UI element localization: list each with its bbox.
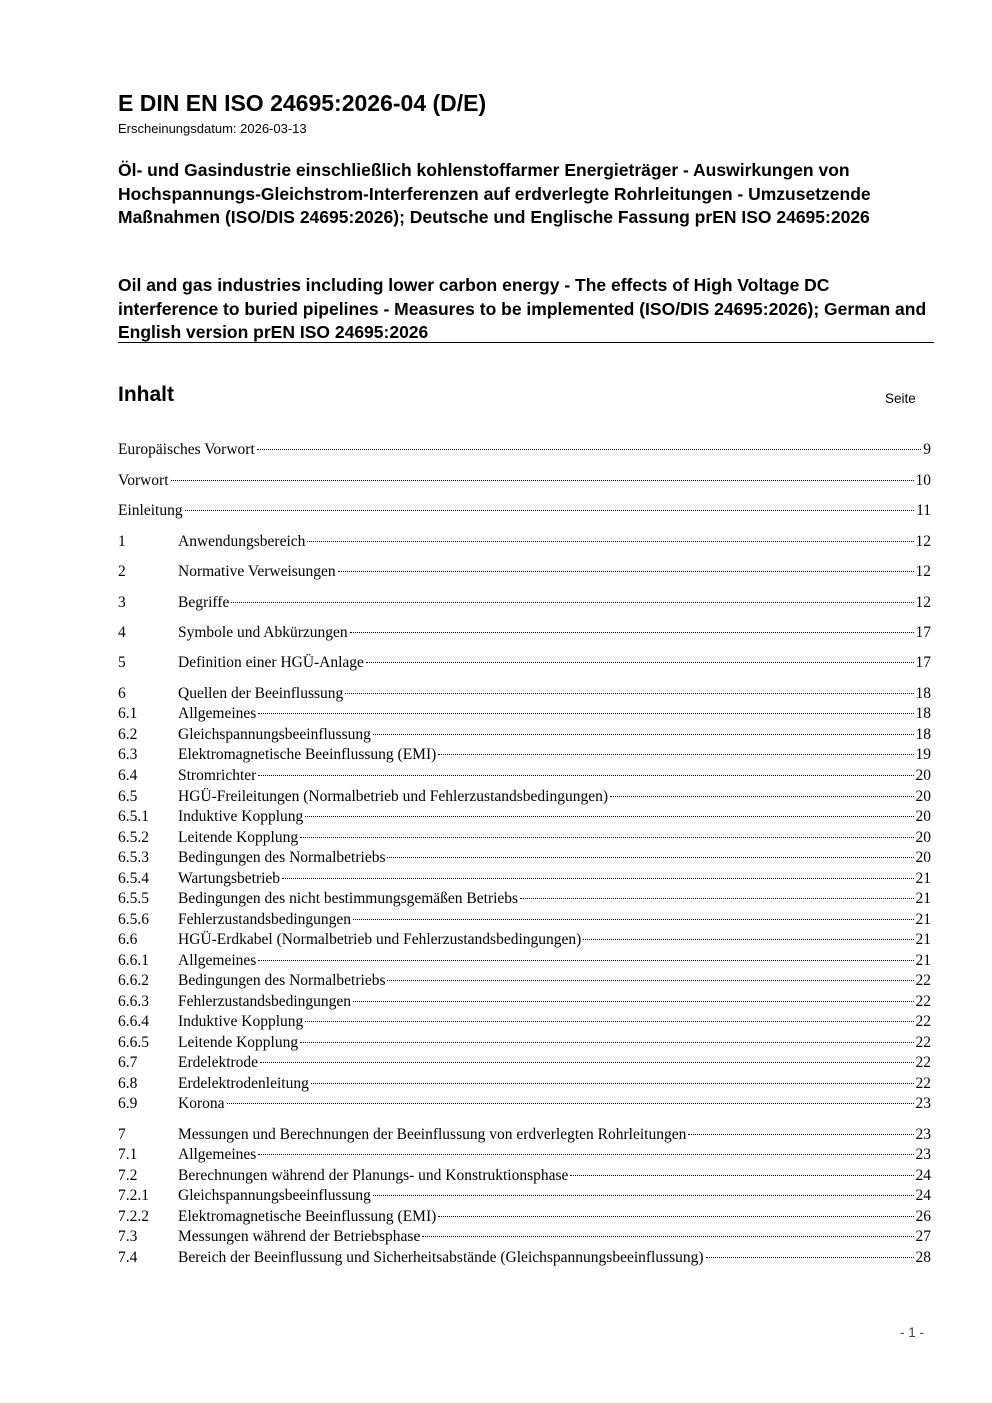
toc-entry-title: Fehlerzustandsbedingungen <box>178 911 352 928</box>
toc-entry-page: 18 <box>915 726 931 743</box>
toc-dot-leader <box>258 1154 913 1155</box>
toc-entry-page: 19 <box>915 746 931 763</box>
toc-entry-page: 21 <box>915 870 931 887</box>
toc-entry-page: 20 <box>915 808 931 825</box>
toc-entry[interactable] <box>118 440 931 460</box>
toc-entry-page: 22 <box>915 972 931 989</box>
toc-entry-title: Leitende Kopplung <box>178 829 299 846</box>
toc-entry-page: 27 <box>915 1228 931 1245</box>
toc-entry-page: 17 <box>915 654 931 671</box>
toc-dot-leader <box>258 960 913 961</box>
toc-entry-number: 7.1 <box>118 1146 138 1163</box>
toc-entry-title: Begriffe <box>178 594 230 611</box>
toc-dot-leader <box>300 837 913 838</box>
toc-page-column-label: Seite <box>885 391 916 406</box>
toc-entry-page: 24 <box>915 1187 931 1204</box>
toc-entry-title: Einleitung <box>118 502 183 519</box>
toc-entry-number: 6.7 <box>118 1054 138 1071</box>
toc-dot-leader <box>307 541 913 542</box>
toc-entry[interactable] <box>118 889 931 909</box>
page-number: - 1 - <box>900 1325 925 1340</box>
toc-entry-number: 6.2 <box>118 726 138 743</box>
toc-entry-title: Vorwort <box>118 472 169 489</box>
toc-entry-number: 6.6 <box>118 931 138 948</box>
toc-dot-leader <box>227 1103 914 1104</box>
toc-dot-leader <box>520 898 913 899</box>
toc-entry-number: 6.6.3 <box>118 993 149 1010</box>
toc-entry-number: 7 <box>118 1126 126 1143</box>
toc-entry[interactable] <box>118 910 931 930</box>
toc-dot-leader <box>282 878 913 879</box>
toc-entry[interactable] <box>118 766 931 786</box>
toc-entry-number: 7.3 <box>118 1228 138 1245</box>
toc-entry-number: 6.6.2 <box>118 972 149 989</box>
toc-entry-page: 12 <box>915 594 931 611</box>
toc-dot-leader <box>366 662 914 663</box>
toc-entry-title: HGÜ-Freileitungen (Normalbetrieb und Fehlerzustandsbedingungen) <box>178 788 609 805</box>
toc-entry-title: Gleichspannungsbeeinflussung <box>178 1187 371 1204</box>
toc-entry[interactable] <box>118 1145 931 1165</box>
toc-entry[interactable] <box>118 807 931 827</box>
toc-dot-leader <box>258 713 913 714</box>
toc-entry-title: Normative Verweisungen <box>178 563 336 580</box>
toc-entry[interactable] <box>118 745 931 765</box>
toc-dot-leader <box>231 602 913 603</box>
toc-entry-title: Fehlerzustandsbedingungen <box>178 993 352 1010</box>
toc-entry-number: 6.6.1 <box>118 952 149 969</box>
toc-entry[interactable] <box>118 725 931 745</box>
toc-dot-leader <box>350 632 914 633</box>
toc-entry-page: 18 <box>915 705 931 722</box>
toc-entry-title: Messungen während der Betriebsphase <box>178 1228 421 1245</box>
toc-entry-page: 17 <box>915 624 931 641</box>
title-english: Oil and gas industries including lower carbon energy - The effects of High Voltage DC interference to buried pipelines - Measures to be implemented (ISO/DIS 24695:2026); German and English version prEN ISO 24695:2026 <box>118 275 927 342</box>
toc-entry-number: 6.9 <box>118 1095 138 1112</box>
toc-dot-leader <box>311 1083 914 1084</box>
toc-dot-leader <box>185 510 914 511</box>
title-divider <box>118 342 934 343</box>
toc-entry-title: Gleichspannungsbeeinflussung <box>178 726 371 743</box>
toc-entry-title: Elektromagnetische Beeinflussung (EMI) <box>178 1208 437 1225</box>
toc-dot-leader <box>171 480 914 481</box>
toc-entry-title: Bedingungen des nicht bestimmungsgemäßen Betriebs <box>178 890 519 907</box>
toc-entry-title: Wartungsbetrieb <box>178 870 281 887</box>
toc-entry-page: 24 <box>915 1167 931 1184</box>
toc-dot-leader <box>706 1257 914 1258</box>
toc-dot-leader <box>387 857 913 858</box>
toc-entry[interactable] <box>118 992 931 1012</box>
toc-dot-leader <box>353 1001 913 1002</box>
toc-entry-page: 28 <box>915 1249 931 1266</box>
toc-heading: Inhalt <box>118 383 174 406</box>
toc-dot-leader <box>257 449 921 450</box>
toc-entry-page: 12 <box>915 533 931 550</box>
publication-date: Erscheinungsdatum: 2026-03-13 <box>118 121 307 136</box>
toc-dot-leader <box>353 919 913 920</box>
toc-entry[interactable] <box>118 971 931 991</box>
toc-entry-title: Korona <box>178 1095 225 1112</box>
toc-entry-title: Berechnungen während der Planungs- und Konstruktionsphase <box>178 1167 569 1184</box>
toc-entry-number: 2 <box>118 563 126 580</box>
toc-entry-number: 6.5.2 <box>118 829 149 846</box>
document-id: E DIN EN ISO 24695:2026-04 (D/E) <box>118 90 487 116</box>
toc-entry-number: 5 <box>118 654 126 671</box>
toc-entry-title: Elektromagnetische Beeinflussung (EMI) <box>178 746 437 763</box>
toc-entry-number: 6.6.4 <box>118 1013 149 1030</box>
toc-entry[interactable] <box>118 1186 931 1206</box>
toc-entry-number: 6.6.5 <box>118 1034 149 1051</box>
toc-entry-title: Induktive Kopplung <box>178 808 304 825</box>
toc-entry-title: Allgemeines <box>178 952 257 969</box>
toc-entry-title: Allgemeines <box>178 705 257 722</box>
toc-dot-leader <box>373 1195 914 1196</box>
toc-entry-title: Bedingungen des Normalbetriebs <box>178 972 386 989</box>
toc-entry-page: 12 <box>915 563 931 580</box>
toc-entry[interactable] <box>118 828 931 848</box>
toc-entry-number: 7.4 <box>118 1249 138 1266</box>
toc-entry-page: 22 <box>915 993 931 1010</box>
toc-dot-leader <box>583 939 913 940</box>
title-german: Öl- und Gasindustrie einschließlich kohlenstoffarmer Energieträger - Auswirkungen von Hochspannungs-Gleichstrom-Interferenzen auf erdverlegte Rohrleitungen - Umzusetzende Maßnahmen (ISO/DIS 24695:2026); Deutsche und Englische Fassung prEN ISO 24695:2026 <box>118 160 871 227</box>
toc-entry-page: 21 <box>915 890 931 907</box>
toc-dot-leader <box>305 816 913 817</box>
toc-dot-leader <box>260 1062 913 1063</box>
toc-entry-page: 22 <box>915 1075 931 1092</box>
toc-entry[interactable] <box>118 1248 931 1268</box>
toc-entry-page: 20 <box>915 788 931 805</box>
toc-entry[interactable] <box>118 623 931 643</box>
toc-entry-title: Anwendungsbereich <box>178 533 306 550</box>
toc-entry[interactable] <box>118 1166 931 1186</box>
toc-entry[interactable] <box>118 787 931 807</box>
toc-entry-page: 21 <box>915 911 931 928</box>
toc-entry-number: 6.4 <box>118 767 138 784</box>
toc-entry[interactable] <box>118 930 931 950</box>
toc-entry-number: 4 <box>118 624 126 641</box>
toc-entry[interactable] <box>118 869 931 889</box>
toc-entry[interactable] <box>118 653 931 673</box>
toc-entry-number: 1 <box>118 533 126 550</box>
toc-entry-number: 6.5.4 <box>118 870 149 887</box>
toc-entry-title: Bereich der Beeinflussung und Sicherheitsabstände (Gleichspannungsbeeinflussung) <box>178 1249 704 1266</box>
toc-entry-title: Erdelektrode <box>178 1054 259 1071</box>
toc-entry-page: 21 <box>915 952 931 969</box>
toc-entry-title: HGÜ-Erdkabel (Normalbetrieb und Fehlerzustandsbedingungen) <box>178 931 582 948</box>
toc-entry-page: 23 <box>915 1146 931 1163</box>
toc-dot-leader <box>387 980 913 981</box>
toc-entry-page: 18 <box>915 685 931 702</box>
toc-entry[interactable] <box>118 501 931 521</box>
toc-entry-page: 26 <box>915 1208 931 1225</box>
toc-entry[interactable] <box>118 704 931 724</box>
toc-dot-leader <box>438 754 913 755</box>
toc-entry-page: 20 <box>915 849 931 866</box>
toc-dot-leader <box>373 734 914 735</box>
toc-entry-page: 20 <box>915 829 931 846</box>
toc-entry[interactable] <box>118 951 931 971</box>
toc-entry-number: 6.5.3 <box>118 849 149 866</box>
toc-dot-leader <box>345 693 913 694</box>
toc-entry-number: 6 <box>118 685 126 702</box>
toc-entry-title: Definition einer HGÜ-Anlage <box>178 654 364 671</box>
toc-entry-number: 6.5.6 <box>118 911 149 928</box>
toc-entry[interactable] <box>118 1074 931 1094</box>
toc-entry[interactable] <box>118 1207 931 1227</box>
toc-entry-title: Induktive Kopplung <box>178 1013 304 1030</box>
toc-entry-number: 6.5.5 <box>118 890 149 907</box>
toc-entry-page: 20 <box>915 767 931 784</box>
toc-entry[interactable] <box>118 848 931 868</box>
toc-entry-title: Symbole und Abkürzungen <box>178 624 348 641</box>
toc-dot-leader <box>305 1021 913 1022</box>
toc-entry[interactable] <box>118 532 931 552</box>
toc-entry-number: 6.5.1 <box>118 808 149 825</box>
toc-dot-leader <box>258 775 913 776</box>
toc-dot-leader <box>688 1134 913 1135</box>
toc-entry-number: 6.3 <box>118 746 138 763</box>
toc-entry[interactable] <box>118 471 931 491</box>
toc-entry-page: 22 <box>915 1054 931 1071</box>
toc-dot-leader <box>610 796 913 797</box>
toc-entry-title: Allgemeines <box>178 1146 257 1163</box>
toc-entry-page: 22 <box>915 1013 931 1030</box>
toc-dot-leader <box>338 571 914 572</box>
toc-entry-number: 6.1 <box>118 705 138 722</box>
toc-entry[interactable] <box>118 1033 931 1053</box>
toc-entry-number: 7.2.2 <box>118 1208 149 1225</box>
toc-entry-title: Messungen und Berechnungen der Beeinflussung von erdverlegten Rohrleitungen <box>178 1126 687 1143</box>
toc-entry[interactable] <box>118 562 931 582</box>
toc-entry-number: 7.2 <box>118 1167 138 1184</box>
toc-entry-page: 23 <box>915 1126 931 1143</box>
toc-entry-title: Quellen der Beeinflussung <box>178 685 344 702</box>
toc-entry[interactable] <box>118 1125 931 1145</box>
toc-entry-number: 3 <box>118 594 126 611</box>
toc-entry-page: 9 <box>923 441 931 458</box>
toc-entry-page: 10 <box>915 472 931 489</box>
toc-entry[interactable] <box>118 1227 931 1247</box>
toc-entry-page: 21 <box>915 931 931 948</box>
toc-entry-number: 6.5 <box>118 788 138 805</box>
toc-entry-title: Leitende Kopplung <box>178 1034 299 1051</box>
toc-dot-leader <box>300 1042 913 1043</box>
toc-entry-title: Bedingungen des Normalbetriebs <box>178 849 386 866</box>
toc-entry[interactable] <box>118 684 931 704</box>
toc-entry[interactable] <box>118 1012 931 1032</box>
toc-dot-leader <box>422 1236 913 1237</box>
toc-entry-number: 7.2.1 <box>118 1187 149 1204</box>
toc-entry-page: 11 <box>916 502 931 519</box>
toc-entry-page: 22 <box>915 1034 931 1051</box>
toc-entry-title: Stromrichter <box>178 767 257 784</box>
toc-entry[interactable] <box>118 593 931 613</box>
toc-entry-number: 6.8 <box>118 1075 138 1092</box>
toc-entry[interactable] <box>118 1053 931 1073</box>
toc-entry-page: 23 <box>915 1095 931 1112</box>
toc-entry[interactable] <box>118 1094 931 1114</box>
toc-dot-leader <box>570 1175 913 1176</box>
toc-dot-leader <box>438 1216 913 1217</box>
toc-entry-title: Erdelektrodenleitung <box>178 1075 309 1092</box>
toc-entry-title: Europäisches Vorwort <box>118 441 255 458</box>
